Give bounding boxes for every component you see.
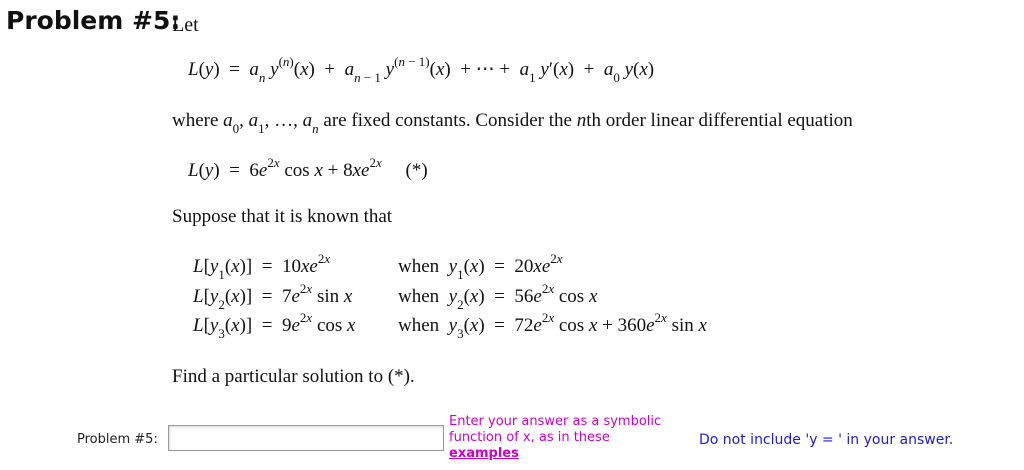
problem-heading: Problem #5: <box>6 6 181 35</box>
hint-line-2: function of x, as in these <box>449 430 610 445</box>
known-condition-2: when $y_2(x) = 56e^{2x}$ cos x <box>398 280 598 312</box>
known-condition-3: when $y_3(x) = 72e^{2x}$ $\cos x + 360e^{2x}$ sin x <box>398 309 707 341</box>
ode-equation: $L(y) = 6e^{2x}$ $\cos x + 8xe^{2x}$ (*) <box>188 154 428 181</box>
answer-input[interactable] <box>168 425 444 451</box>
known-relation-3: $L[y_3(x)] = 9e^{2x}$ cos x <box>193 309 356 341</box>
known-condition-1: when $y_1(x) = 20xe^{2x}$ <box>398 250 563 282</box>
answer-note: Do not include 'y = ' in your answer. <box>699 432 954 448</box>
answer-label: Problem #5: <box>77 432 158 447</box>
hint-line-1: Enter your answer as a symbolic <box>449 414 662 429</box>
examples-link[interactable]: examples <box>449 446 519 461</box>
suppose-text: Suppose that it is known that <box>172 206 393 227</box>
operator-definition: $L(y) = a_n$ $y^{(n)}(x) + a_{n - 1}$ $y^{(n - 1)}(x)$ + ⋯ + $a_1$ $y'(x) + a_0$ y(x) <box>188 53 655 85</box>
known-relation-2: $L[y_2(x)] = 7e^{2x}$ sin x <box>193 280 353 312</box>
known-relation-1: $L[y_1(x)] = 10xe^{2x}$ <box>193 250 331 282</box>
constants-text: where $a_0$, $a_1$, …, $a_n$ are fixed constants. Consider the nth order linear differential equation <box>172 110 853 136</box>
answer-hint <box>449 414 661 462</box>
intro-text: Let <box>172 14 199 36</box>
task-text: Find a particular solution to (*). <box>172 366 415 387</box>
